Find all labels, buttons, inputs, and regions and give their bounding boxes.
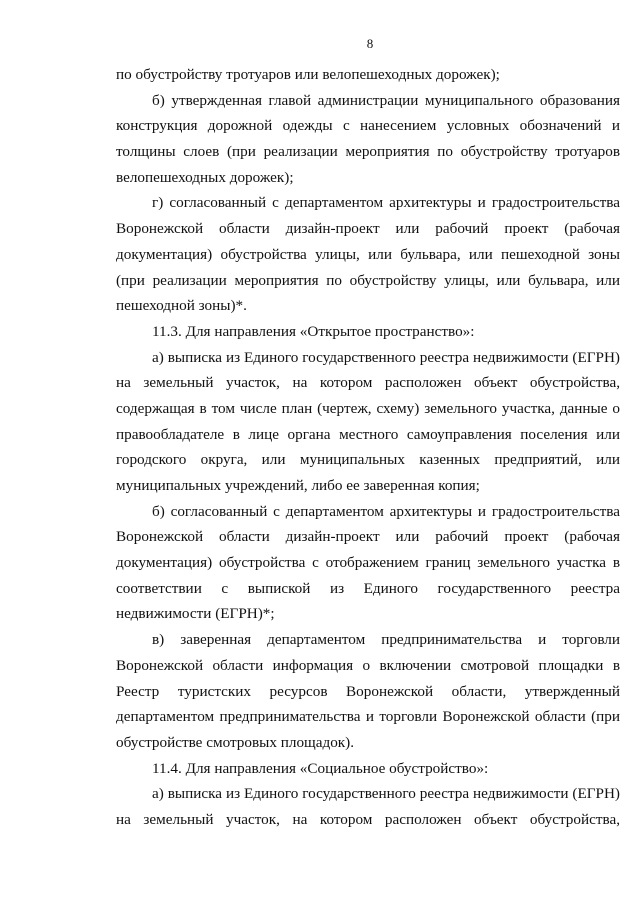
text-line: а) выписка из Единого государственного реестра недвижимости (ЕГРН) — [152, 785, 620, 803]
text-line: б) согласованный с департаментом архитектуры и градостроительства — [152, 502, 620, 520]
text-line: (при реализации мероприятия по обустройству улицы, или бульвара, или — [116, 271, 620, 289]
text-line: конструкция дорожной одежды с нанесением условных обозначений и — [116, 117, 620, 135]
text-line: толщины слоев (при реализации мероприятия по обустройству тротуаров — [116, 143, 620, 161]
text-line: в) заверенная департаментом предпринимательства и торговли — [152, 631, 620, 649]
text-line: соответствии с выпиской из Единого государственного реестра — [116, 579, 620, 597]
text-line: по обустройству тротуаров или велопешеходных дорожек); — [116, 66, 500, 83]
document-body — [116, 62, 620, 833]
page-number: 8 — [366, 36, 374, 51]
text-line: Воронежской области информация о включении смотровой площадки в — [116, 656, 620, 674]
text-line: пешеходной зоны)*. — [116, 297, 247, 315]
text-line: департаментом предпринимательства и торговли Воронежской области (при — [116, 708, 620, 726]
text-line: 11.4. Для направления «Социальное обустройство»: — [152, 759, 489, 777]
text-line: б) утвержденная главой администрации муниципального образования — [152, 91, 620, 109]
text-line: велопешеходных дорожек); — [116, 168, 294, 186]
text-line: а) выписка из Единого государственного реестра недвижимости (ЕГРН) — [152, 348, 620, 366]
text-line: на земельный участок, на котором расположен объект обустройства, — [116, 810, 620, 828]
text-line: 11.3. Для направления «Открытое пространство»: — [152, 322, 475, 340]
text-line: городского округа, или муниципальных казенных предприятий, или — [116, 451, 620, 469]
text-line: Воронежской области дизайн-проект или рабочий проект (рабочая — [116, 220, 620, 238]
text-line: правообладателе в лице органа местного самоуправления поселения или — [116, 425, 620, 443]
text-line: документация) обустройства с отображением границ земельного участка в — [116, 554, 620, 572]
text-line: документация) обустройства улицы, или бульвара, или пешеходной зоны — [116, 245, 620, 263]
text-line: г) согласованный с департаментом архитектуры и градостроительства — [152, 194, 620, 212]
text-line: обустройстве смотровых площадок). — [116, 733, 355, 751]
text-line: муниципальных учреждений, либо ее заверенная копия; — [116, 477, 480, 494]
text-line: на земельный участок, на котором расположен объект обустройства, — [116, 374, 620, 392]
text-line: недвижимости (ЕГРН)*; — [116, 605, 275, 623]
text-line: содержащая в том числе план (чертеж, схему) земельного участка, данные о — [116, 399, 620, 417]
text-line: Реестр туристских ресурсов Воронежской области, утвержденный — [116, 682, 620, 700]
text-line: Воронежской области дизайн-проект или рабочий проект (рабочая — [116, 528, 620, 546]
